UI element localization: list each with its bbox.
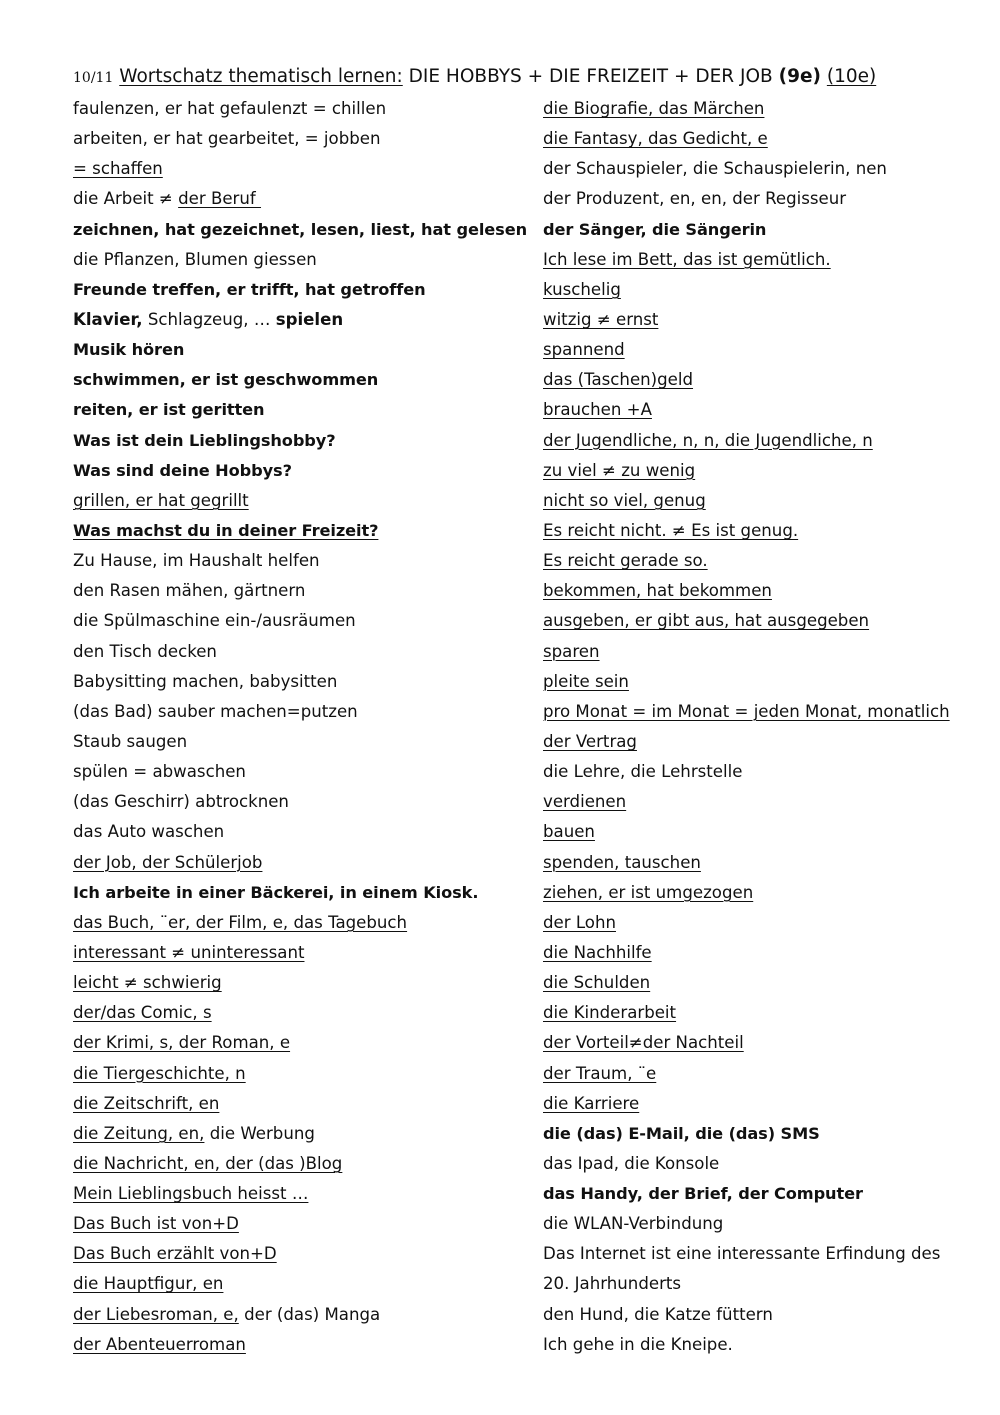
vocab-line <box>73 998 533 1028</box>
vocab-text: Was ist dein Lieblingshobby? <box>73 430 336 450</box>
vocab-line <box>73 365 533 395</box>
vocab-line <box>73 968 533 998</box>
vocab-line <box>543 757 988 787</box>
vocab-text: den Hund, die Katze füttern <box>543 1304 773 1324</box>
vocab-text: der Lohn <box>543 912 616 932</box>
vocab-text: schwimmen, er ist geschwommen <box>73 370 379 390</box>
vocab-line <box>73 1059 533 1089</box>
vocab-line <box>543 516 988 546</box>
vocab-line <box>543 817 988 847</box>
vocab-text: die Nachricht, en, der (das )Blog <box>73 1153 343 1173</box>
vocab-text: pro Monat = im Monat = jeden Monat, monatlich <box>543 701 950 721</box>
vocab-text: das (Taschen)geld <box>543 370 694 390</box>
vocab-text: Ich lese im Bett, das ist gemütlich. <box>543 249 831 269</box>
vocab-text: der Beruf <box>178 189 262 209</box>
vocab-text: Freunde treffen, er trifft, hat getroffen <box>73 279 426 299</box>
vocab-text: ausgeben, er gibt aus, hat ausgegeben <box>543 611 870 631</box>
vocab-text: der Liebesroman, e, <box>73 1304 239 1324</box>
vocab-text: nicht so viel, genug <box>543 490 706 510</box>
vocab-line <box>543 1269 988 1299</box>
vocab-line <box>73 305 533 335</box>
vocab-text: spannend <box>543 340 625 360</box>
vocab-line <box>73 1179 533 1209</box>
vocab-line <box>73 426 533 456</box>
vocab-text: Staub saugen <box>73 731 188 751</box>
vocab-line <box>543 606 988 636</box>
vocab-text: = schaffen <box>73 159 163 179</box>
vocab-text: die (das) E-Mail, die (das) SMS <box>543 1123 820 1143</box>
vocab-line <box>73 757 533 787</box>
vocab-text: interessant ≠ uninteressant <box>73 942 305 962</box>
vocab-line <box>73 606 533 636</box>
vocab-line <box>543 245 988 275</box>
vocab-line <box>73 1239 533 1269</box>
vocab-line <box>73 154 533 184</box>
vocab-text: die Spülmaschine ein-/ausräumen <box>73 611 356 631</box>
vocab-text: Es reicht nicht. ≠ Es ist genug. <box>543 520 799 540</box>
vocab-line <box>73 908 533 938</box>
vocab-line <box>73 1119 533 1149</box>
vocab-line <box>73 215 533 245</box>
vocab-text: die Karriere <box>543 1093 640 1113</box>
vocab-text: witzig ≠ ernst <box>543 309 659 329</box>
level-9e: (9e) <box>778 66 821 87</box>
vocab-line <box>543 546 988 576</box>
vocab-line <box>543 908 988 938</box>
vocab-line <box>73 1028 533 1058</box>
vocab-text: Es reicht gerade so. <box>543 551 708 571</box>
vocab-line <box>543 486 988 516</box>
vocabulary-right-column <box>543 94 988 1360</box>
vocab-line <box>73 576 533 606</box>
vocab-text: der Jugendliche, n, n, die Jugendliche, n <box>543 430 873 450</box>
vocab-text: Das Internet ist eine interessante Erfindung des <box>543 1244 941 1264</box>
vocab-line <box>543 1179 988 1209</box>
vocab-text: die Lehre, die Lehrstelle <box>543 762 743 782</box>
vocab-text: Klavier, <box>73 309 143 329</box>
vocab-line <box>543 154 988 184</box>
vocab-text: Was machst du in deiner Freizeit? <box>73 520 379 540</box>
vocab-line <box>543 365 988 395</box>
vocab-text: die Arbeit ≠ <box>73 189 179 209</box>
vocab-line <box>73 667 533 697</box>
vocab-line <box>73 1209 533 1239</box>
vocab-text: (das Geschirr) abtrocknen <box>73 792 289 812</box>
vocab-line <box>543 576 988 606</box>
vocab-line <box>543 275 988 305</box>
vocab-text: die Biografie, das Märchen <box>543 99 765 118</box>
vocab-line <box>543 215 988 245</box>
vocab-text: Zu Hause, im Haushalt helfen <box>73 551 320 571</box>
vocab-text: der Traum, ¨e <box>543 1063 657 1083</box>
vocab-line <box>73 94 533 124</box>
vocab-line <box>543 456 988 486</box>
vocab-text: Mein Lieblingsbuch heisst … <box>73 1184 309 1204</box>
vocab-text: der (das) Manga <box>238 1304 381 1324</box>
sheet-number: 10/11 <box>73 70 114 86</box>
vocab-text: der Vorteil≠der Nachteil <box>543 1033 744 1053</box>
vocab-line <box>73 124 533 154</box>
vocab-text: reiten, er ist geritten <box>73 400 265 420</box>
vocab-text: spenden, tauschen <box>543 852 701 872</box>
vocab-line <box>543 1300 988 1330</box>
vocab-line <box>543 426 988 456</box>
vocab-text: Ich gehe in die Kneipe. <box>543 1334 733 1354</box>
vocab-text: Was sind deine Hobbys? <box>73 460 292 480</box>
vocab-text: Babysitting machen, babysitten <box>73 671 338 691</box>
vocab-text: den Tisch decken <box>73 641 217 661</box>
vocab-line <box>73 184 533 214</box>
vocab-text: zu viel ≠ zu wenig <box>543 460 696 480</box>
vocab-text: der Abenteuerroman <box>73 1334 246 1354</box>
vocab-line <box>543 938 988 968</box>
vocab-text: faulenzen, er hat gefaulenzt = chillen <box>73 99 387 118</box>
vocab-line <box>543 1089 988 1119</box>
vocab-text: verdienen <box>543 792 627 812</box>
vocab-line <box>73 787 533 817</box>
vocab-line <box>543 395 988 425</box>
vocab-text: die Schulden <box>543 973 651 993</box>
vocab-line <box>543 1119 988 1149</box>
vocab-line <box>543 998 988 1028</box>
level-10e: (10e) <box>826 66 877 87</box>
vocab-line <box>543 1149 988 1179</box>
vocab-line <box>543 787 988 817</box>
vocab-line <box>73 395 533 425</box>
vocab-line <box>543 968 988 998</box>
vocab-text: Musik hören <box>73 340 185 360</box>
vocab-text: leicht ≠ schwierig <box>73 973 222 993</box>
vocab-text: die Tiergeschichte, n <box>73 1063 246 1083</box>
vocab-text: spülen = abwaschen <box>73 762 246 782</box>
vocab-line <box>73 848 533 878</box>
vocab-text: bauen <box>543 822 595 842</box>
vocab-line <box>73 1269 533 1299</box>
vocab-text: die Zeitung, en, <box>73 1123 205 1143</box>
vocab-line <box>543 727 988 757</box>
vocab-line <box>543 848 988 878</box>
vocab-text: der Job, der Schülerjob <box>73 852 263 872</box>
worksheet-header <box>73 62 973 92</box>
vocab-text: das Handy, der Brief, der Computer <box>543 1184 863 1204</box>
vocab-line <box>73 697 533 727</box>
vocab-text: die Werbung <box>204 1123 315 1143</box>
vocab-line <box>543 184 988 214</box>
vocab-line <box>73 546 533 576</box>
vocab-text: (das Bad) sauber machen=putzen <box>73 701 358 721</box>
vocab-text: die Kinderarbeit <box>543 1003 677 1023</box>
vocab-line <box>543 878 988 908</box>
vocab-text: die Pflanzen, Blumen giessen <box>73 249 317 269</box>
vocab-line <box>73 1149 533 1179</box>
vocab-line <box>543 124 988 154</box>
vocab-line <box>73 516 533 546</box>
topic-title: DIE HOBBYS + DIE FREIZEIT + DER JOB <box>408 66 773 87</box>
vocab-line <box>73 1330 533 1360</box>
vocab-text: das Buch, ¨er, der Film, e, das Tagebuch <box>73 912 408 932</box>
vocab-line <box>73 245 533 275</box>
vocab-line <box>73 1089 533 1119</box>
vocab-text: spielen <box>275 309 344 329</box>
vocab-line <box>73 335 533 365</box>
vocab-line <box>73 727 533 757</box>
vocab-text: Das Buch ist von+D <box>73 1214 239 1234</box>
vocab-line <box>73 275 533 305</box>
vocab-text: die Nachhilfe <box>543 942 652 962</box>
vocab-line <box>73 1300 533 1330</box>
vocab-line <box>543 94 988 124</box>
vocab-text: der Sänger, die Sängerin <box>543 219 767 239</box>
vocab-line <box>543 637 988 667</box>
vocab-text: das Ipad, die Konsole <box>543 1153 720 1173</box>
vocab-text: Das Buch erzählt von+D <box>73 1244 277 1264</box>
vocab-line <box>73 878 533 908</box>
vocab-text: grillen, er hat gegrillt <box>73 490 249 510</box>
vocab-text: zeichnen, hat gezeichnet, lesen, liest, hat gelesen <box>73 219 527 239</box>
vocab-line <box>543 1028 988 1058</box>
vocab-line <box>543 305 988 335</box>
vocab-line <box>73 456 533 486</box>
vocab-line <box>73 637 533 667</box>
vocab-text: die Hauptfigur, en <box>73 1274 224 1294</box>
vocab-text: der Krimi, s, der Roman, e <box>73 1033 291 1053</box>
vocab-line <box>73 486 533 516</box>
vocab-text: der Schauspieler, die Schauspielerin, nen <box>543 159 887 179</box>
vocab-text: die Fantasy, das Gedicht, e <box>543 129 768 149</box>
vocab-text: sparen <box>543 641 600 661</box>
vocab-line <box>73 817 533 847</box>
vocab-line <box>543 1209 988 1239</box>
vocab-text: die Zeitschrift, en <box>73 1093 220 1113</box>
vocab-text: Schlagzeug, … <box>142 309 276 329</box>
vocab-text: brauchen +A <box>543 400 652 420</box>
vocab-text: pleite sein <box>543 671 629 691</box>
vocab-text: das Auto waschen <box>73 822 225 842</box>
topic-label: Wortschatz thematisch lernen: <box>119 66 403 87</box>
vocab-line <box>73 938 533 968</box>
vocab-line <box>543 667 988 697</box>
vocab-text: ziehen, er ist umgezogen <box>543 882 754 902</box>
vocab-text: 20. Jahrhunderts <box>543 1274 682 1294</box>
vocab-text: bekommen, hat bekommen <box>543 581 772 601</box>
vocab-text: der Vertrag <box>543 731 637 751</box>
vocab-text: Ich arbeite in einer Bäckerei, in einem Kiosk. <box>73 882 479 902</box>
vocabulary-left-column <box>73 94 533 1360</box>
vocab-text: kuschelig <box>543 279 621 299</box>
vocab-text: arbeiten, er hat gearbeitet, = jobben <box>73 129 381 149</box>
vocab-line <box>543 697 988 727</box>
vocab-text: den Rasen mähen, gärtnern <box>73 581 306 601</box>
vocab-line <box>543 1330 988 1360</box>
vocab-line <box>543 1239 988 1269</box>
vocab-line <box>543 335 988 365</box>
vocab-text: der/das Comic, s <box>73 1003 212 1023</box>
vocab-text: der Produzent, en, en, der Regisseur <box>543 189 847 209</box>
vocab-line <box>543 1059 988 1089</box>
vocab-text: die WLAN-Verbindung <box>543 1214 724 1234</box>
